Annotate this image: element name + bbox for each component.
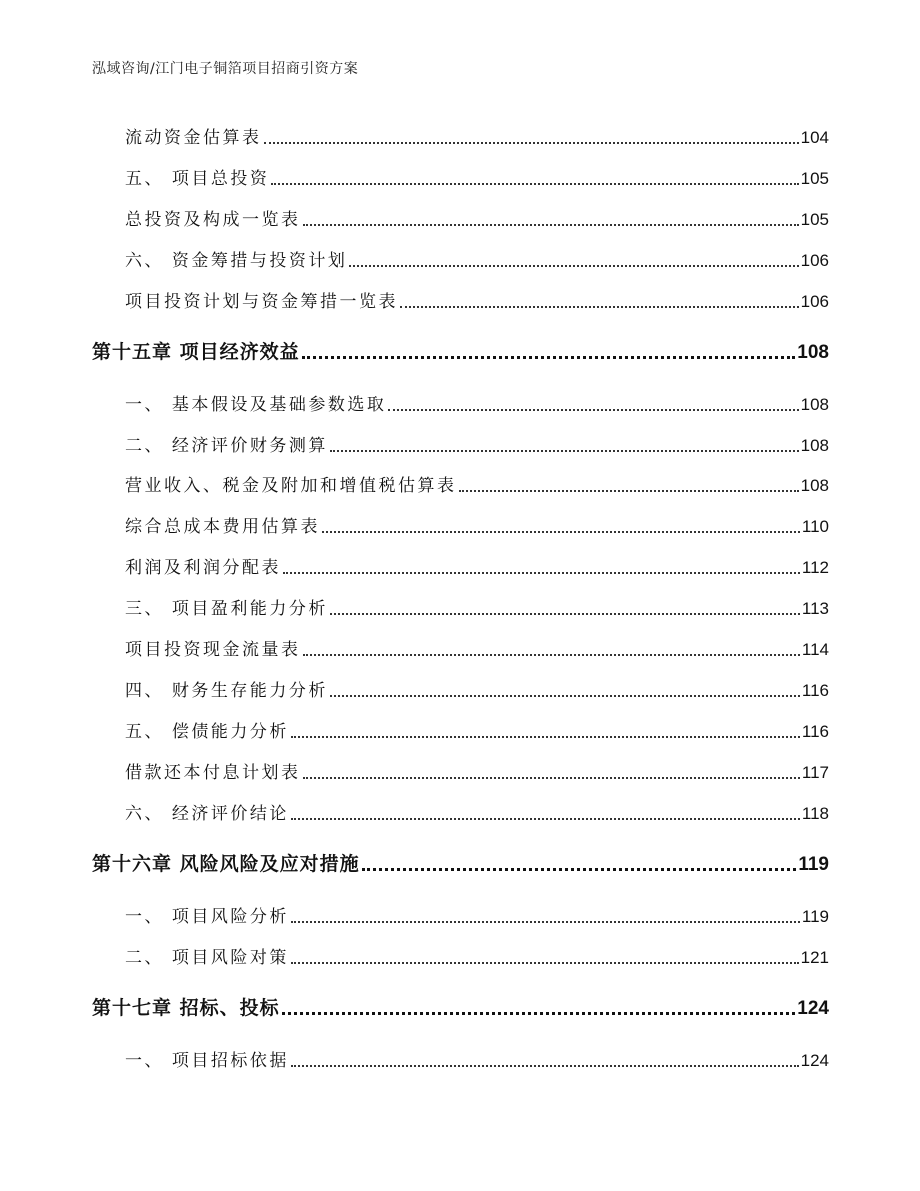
toc-entry-label: 二、 经济评价财务测算 (125, 436, 328, 456)
toc-page-number: 124 (797, 998, 829, 1019)
toc-dot-leader (459, 490, 799, 492)
toc-dot-leader (291, 818, 800, 820)
toc-page-number: 105 (800, 210, 829, 229)
toc-entry[interactable] (125, 716, 829, 742)
toc-entry[interactable] (125, 593, 829, 619)
toc-entry-label: 综合总成本费用估算表 (125, 517, 320, 537)
toc-dot-leader (388, 409, 798, 411)
toc-page-number: 116 (801, 681, 829, 700)
toc-page-number: 124 (800, 1051, 829, 1070)
toc-entry[interactable] (125, 245, 829, 271)
toc-entry[interactable] (125, 511, 829, 537)
toc-entry-label: 项目投资现金流量表 (125, 640, 301, 660)
toc-entry[interactable] (125, 675, 829, 701)
toc-page-number: 114 (801, 640, 829, 659)
toc-dot-leader (303, 777, 800, 779)
toc-dot-leader (330, 450, 799, 452)
toc-dot-leader (291, 736, 800, 738)
toc-page-number: 108 (800, 476, 829, 495)
toc-entry[interactable] (125, 798, 829, 824)
toc-dot-leader (349, 265, 798, 267)
toc-page-number: 116 (801, 722, 829, 741)
toc-entry-label: 五、 偿债能力分析 (125, 722, 289, 742)
toc-page-number: 119 (798, 854, 829, 875)
toc-dot-leader (291, 921, 800, 923)
toc-page-number: 108 (800, 436, 829, 455)
toc-page-number: 113 (801, 599, 829, 618)
toc-entry[interactable] (125, 204, 829, 230)
toc-entry[interactable] (125, 757, 829, 783)
toc-dot-leader (271, 183, 798, 185)
toc-chapter-entry[interactable] (92, 848, 829, 876)
toc-dot-leader (400, 306, 799, 308)
toc-entry-label: 一、 项目招标依据 (125, 1051, 289, 1071)
toc-entry[interactable] (125, 942, 829, 968)
toc-entry-label: 借款还本付息计划表 (125, 763, 301, 783)
toc-page-number: 106 (800, 292, 829, 311)
toc-entry-label: 利润及利润分配表 (125, 558, 281, 578)
toc-entry-label: 六、 经济评价结论 (125, 804, 289, 824)
toc-dot-leader (282, 1012, 796, 1015)
toc-page-number: 104 (800, 128, 829, 147)
toc-entry[interactable] (125, 901, 829, 927)
toc-page-number: 117 (801, 763, 829, 782)
toc-entry-label: 一、 基本假设及基础参数选取 (125, 395, 387, 415)
toc-chapter-label: 第十六章 风险风险及应对措施 (92, 853, 360, 875)
toc-dot-leader (302, 356, 796, 359)
page-header: 泓域咨询/江门电子铜箔项目招商引资方案 (92, 61, 359, 77)
toc-entry-label: 六、 资金筹措与投资计划 (125, 251, 348, 271)
toc-entry[interactable] (125, 552, 829, 578)
toc-entry-label: 二、 项目风险对策 (125, 948, 289, 968)
toc-entry-label: 总投资及构成一览表 (125, 210, 301, 230)
toc-entry-label: 流动资金估算表 (125, 128, 262, 148)
toc-page-number: 106 (800, 251, 829, 270)
toc-entry[interactable] (125, 1045, 829, 1071)
toc-dot-leader (330, 613, 800, 615)
toc-entry[interactable] (125, 286, 829, 312)
toc-dot-leader (283, 572, 800, 574)
toc-entry-label: 四、 财务生存能力分析 (125, 681, 328, 701)
toc-entry-label: 营业收入、税金及附加和增值税估算表 (125, 476, 457, 496)
toc-chapter-label: 第十五章 项目经济效益 (92, 341, 300, 363)
toc-entry-label: 五、 项目总投资 (125, 169, 270, 189)
toc-page-number: 105 (800, 169, 829, 188)
toc-page-number: 108 (800, 395, 829, 414)
toc-dot-leader (291, 1065, 799, 1067)
toc-dot-leader (330, 695, 800, 697)
toc-entry[interactable] (125, 122, 829, 148)
toc-entry[interactable] (125, 634, 829, 660)
toc-page-number: 121 (800, 948, 829, 967)
toc-entry[interactable] (125, 389, 829, 415)
toc-dot-leader (362, 868, 797, 871)
toc-dot-leader (291, 962, 799, 964)
toc-chapter-entry[interactable] (92, 336, 829, 364)
toc-dot-leader (303, 654, 800, 656)
toc-page-number: 108 (797, 342, 829, 363)
toc-dot-leader (322, 531, 800, 533)
toc-entry[interactable] (125, 430, 829, 456)
toc-page-number: 110 (801, 517, 829, 536)
toc-page-number: 118 (801, 804, 829, 823)
toc-page-number: 112 (801, 558, 829, 577)
toc-entry-label: 三、 项目盈利能力分析 (125, 599, 328, 619)
toc-entry[interactable] (125, 470, 829, 496)
toc-entry[interactable] (125, 163, 829, 189)
toc-page-number: 119 (801, 907, 829, 926)
toc-dot-leader (264, 142, 799, 144)
toc-chapter-entry[interactable] (92, 992, 829, 1020)
toc-entry-label: 项目投资计划与资金筹措一览表 (125, 292, 398, 312)
toc-chapter-label: 第十七章 招标、投标 (92, 997, 280, 1019)
toc-entry-label: 一、 项目风险分析 (125, 907, 289, 927)
toc-dot-leader (303, 224, 799, 226)
